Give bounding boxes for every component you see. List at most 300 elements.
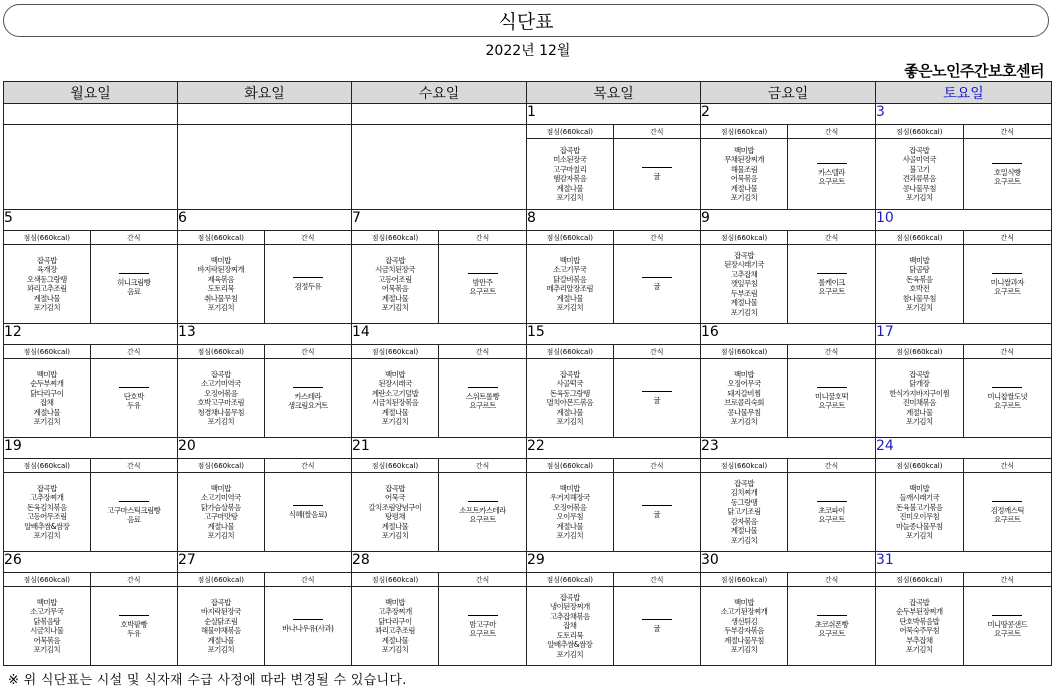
lunch-menu <box>4 359 91 437</box>
snack-item: 요구르트 <box>818 628 845 638</box>
lunch-item: 된장시래기국 <box>724 260 764 270</box>
lunch-item: 동그랑땡 <box>730 497 758 507</box>
lunch-item: 제육볶음 <box>207 274 235 284</box>
date-cell: 26 <box>4 552 178 573</box>
meal-header <box>527 231 700 245</box>
snack-menu <box>614 587 701 665</box>
snack-header: 간식 <box>1000 233 1015 242</box>
lunch-item: 고구마칠리 <box>553 164 587 174</box>
snack-item: 요구르트 <box>993 286 1021 296</box>
lunch-item: 육개장 <box>36 265 57 274</box>
meal-cell <box>527 125 701 210</box>
meal-header <box>178 459 351 473</box>
lunch-item: 포기김치 <box>905 417 933 426</box>
snack-item: 요구르트 <box>993 628 1021 638</box>
snack-divider <box>992 273 1022 274</box>
lunch-item: 고구마맛탕 <box>204 512 238 521</box>
snack-header: 간식 <box>649 347 664 356</box>
date-cell <box>178 104 352 125</box>
lunch-item: 진미채볶음 <box>902 398 936 407</box>
meal-header <box>4 459 177 473</box>
date-cell: 31 <box>876 552 1052 573</box>
lunch-item: 순두부찌개 <box>30 379 64 388</box>
snack-item: 귤 <box>653 282 661 291</box>
lunch-item: 백미밥 <box>559 483 580 493</box>
lunch-menu <box>876 245 964 323</box>
snack-header: 간식 <box>824 575 839 584</box>
meal-cell <box>701 459 876 552</box>
snack-menu <box>964 139 1052 209</box>
lunch-item: 두부조림 <box>730 288 758 298</box>
snack-divider <box>293 387 323 388</box>
snack-item: 요구르트 <box>469 400 496 410</box>
meal-header <box>701 573 875 587</box>
meal-header <box>876 459 1051 473</box>
date-cell: 10 <box>876 210 1052 231</box>
snack-menu <box>788 359 875 437</box>
lunch-header: 점심(660kcal) <box>4 231 91 245</box>
lunch-menu <box>352 245 439 323</box>
date-cell: 13 <box>178 324 352 345</box>
weekday-header: 수요일 <box>352 82 527 104</box>
lunch-item: 탕평채 <box>385 512 405 521</box>
lunch-menu <box>4 245 91 323</box>
date-cell: 1 <box>527 104 701 125</box>
lunch-header: 점심(660kcal) <box>178 459 265 473</box>
lunch-menu <box>701 359 788 437</box>
meal-cell <box>352 459 527 552</box>
lunch-item: 잡곡밥 <box>210 369 231 379</box>
snack-header: 간식 <box>824 127 839 136</box>
lunch-item: 청경채나물무침 <box>197 407 244 417</box>
lunch-item: 한식가지바지구이찜 <box>889 388 950 398</box>
lunch-menu <box>876 587 964 665</box>
snack-item: 단호박 <box>123 391 144 401</box>
lunch-item: 잡곡밥 <box>909 597 930 607</box>
lunch-item: 계절나물 <box>556 407 584 417</box>
lunch-item: 무채된장찌개 <box>724 155 764 164</box>
meal-header <box>701 125 875 139</box>
date-cell: 6 <box>178 210 352 231</box>
lunch-item: 잡곡밥 <box>385 483 405 493</box>
snack-menu <box>614 473 701 551</box>
snack-divider <box>642 277 672 278</box>
snack-header: 간식 <box>649 127 664 136</box>
lunch-item: 포기김치 <box>33 303 61 312</box>
lunch-item: 감자볶음 <box>730 516 758 526</box>
lunch-menu <box>352 473 439 551</box>
snack-divider <box>119 273 149 274</box>
lunch-item: 고등어무조림 <box>26 512 67 521</box>
meal-cell <box>876 231 1052 324</box>
snack-divider <box>468 615 498 616</box>
content-row <box>4 345 1052 438</box>
lunch-item: 사골미역국 <box>902 155 936 164</box>
lunch-menu <box>4 473 91 551</box>
snack-divider <box>992 387 1022 388</box>
lunch-item: 시금치된장국 <box>375 265 415 274</box>
lunch-menu <box>701 587 788 665</box>
snack-item: 카스테라 <box>294 391 322 401</box>
lunch-item: 오징어무국 <box>727 379 761 388</box>
lunch-item: 닭갈비볶음 <box>553 274 587 284</box>
snack-item: 호밀식빵 <box>993 167 1021 177</box>
lunch-item: 포기김치 <box>730 307 758 317</box>
meal-cell <box>701 345 876 438</box>
meal-cell <box>701 125 876 210</box>
lunch-item: 포기김치 <box>556 193 584 202</box>
meal-header <box>701 345 875 359</box>
lunch-menu <box>352 359 439 437</box>
snack-item: 소프트카스테라 <box>459 505 506 515</box>
lunch-item: 계절나물 <box>556 183 584 193</box>
meal-header <box>876 345 1051 359</box>
lunch-item: 사골떡국 <box>556 379 584 388</box>
snack-menu <box>788 587 875 665</box>
snack-item: 호박팥빵 <box>120 619 148 629</box>
lunch-item: 계절나물 <box>381 293 409 303</box>
lunch-item: 백미밥 <box>734 597 754 607</box>
lunch-item: 닭다리구이 <box>378 616 412 626</box>
meal-cell <box>352 573 527 666</box>
meal-header <box>701 459 875 473</box>
weekday-header-row <box>4 82 1052 104</box>
lunch-item: 갈치조림양념구이 <box>368 502 422 512</box>
meal-header <box>701 231 875 245</box>
lunch-header: 점심(660kcal) <box>876 231 964 245</box>
snack-header: 간식 <box>126 575 141 584</box>
lunch-menu <box>178 473 265 551</box>
meal-cell <box>178 459 352 552</box>
snack-header: 간식 <box>649 233 664 242</box>
snack-item: 귤 <box>653 510 661 519</box>
lunch-item: 포기김치 <box>556 417 584 426</box>
snack-header: 간식 <box>126 347 141 356</box>
lunch-item: 햄감자볶음 <box>553 174 587 183</box>
snack-header: 간식 <box>300 461 315 470</box>
lunch-item: 포기김치 <box>556 531 584 540</box>
snack-item: 검정두유 <box>294 282 322 291</box>
lunch-header: 점심(660kcal) <box>527 125 614 139</box>
snack-item: 요구르트 <box>993 514 1021 524</box>
meal-header <box>527 459 700 473</box>
date-cell: 12 <box>4 324 178 345</box>
date-cell: 27 <box>178 552 352 573</box>
lunch-item: 해물조림 <box>730 164 758 174</box>
date-cell: 2 <box>701 104 876 125</box>
snack-item: 귤 <box>653 396 661 405</box>
lunch-menu <box>178 587 265 665</box>
lunch-item: 호박전 <box>909 284 930 293</box>
title-text: 식단표 <box>498 11 554 33</box>
lunch-item: 잡곡밥 <box>210 597 231 607</box>
snack-divider <box>817 273 847 274</box>
lunch-header: 점심(660kcal) <box>701 125 788 139</box>
lunch-item: 냉이된장찌개 <box>549 602 590 612</box>
lunch-item: 잡곡밥 <box>36 255 57 265</box>
snack-divider <box>119 387 149 388</box>
meal-calendar <box>3 81 1052 666</box>
lunch-menu <box>178 245 265 323</box>
lunch-item: 백미밥 <box>36 369 57 379</box>
snack-divider <box>817 501 847 502</box>
lunch-item: 견과류볶음 <box>902 174 936 183</box>
lunch-header: 점심(660kcal) <box>4 345 91 359</box>
snack-menu <box>788 473 875 551</box>
lunch-item: 잡곡밥 <box>734 478 754 488</box>
snack-menu <box>91 587 178 665</box>
date-cell: 23 <box>701 438 876 459</box>
snack-menu <box>265 245 352 323</box>
meal-header <box>527 573 700 587</box>
snack-item: 요구르트 <box>818 176 845 186</box>
lunch-header: 점심(660kcal) <box>352 345 439 359</box>
lunch-item: 잡곡밥 <box>385 255 405 265</box>
snack-divider <box>642 391 672 392</box>
lunch-item: 메추리알장조림 <box>546 284 593 293</box>
lunch-menu <box>701 139 788 209</box>
snack-menu <box>614 359 701 437</box>
snack-header: 간식 <box>300 347 315 356</box>
lunch-item: 들깨시래기국 <box>899 493 940 502</box>
lunch-item: 닭볶음탕 <box>33 616 61 626</box>
meal-header <box>876 573 1051 587</box>
lunch-item: 잡곡밥 <box>559 592 580 602</box>
lunch-header: 점심(660kcal) <box>701 573 788 587</box>
lunch-header: 점심(660kcal) <box>352 231 439 245</box>
lunch-header: 점심(660kcal) <box>527 459 614 473</box>
meal-cell <box>527 459 701 552</box>
date-cell: 15 <box>527 324 701 345</box>
lunch-header: 점심(660kcal) <box>527 573 614 587</box>
lunch-header: 점심(660kcal) <box>352 573 439 587</box>
snack-menu <box>964 359 1052 437</box>
meal-header <box>876 231 1051 245</box>
meal-header <box>527 125 700 139</box>
weekday-header: 화요일 <box>178 82 352 104</box>
lunch-menu <box>876 473 964 551</box>
lunch-item: 포기김치 <box>730 193 758 202</box>
lunch-header: 점심(660kcal) <box>4 459 91 473</box>
lunch-item: 꽈리고추조림 <box>375 626 415 635</box>
date-row <box>4 552 1052 573</box>
lunch-item: 돈육불고기볶음 <box>895 502 943 512</box>
meal-cell <box>876 459 1052 552</box>
lunch-item: 해물야채볶음 <box>200 626 241 635</box>
snack-item: 요구르트 <box>818 400 845 410</box>
date-row <box>4 324 1052 345</box>
lunch-item: 고추장찌개 <box>30 493 64 502</box>
snack-menu <box>439 245 526 323</box>
lunch-header: 점심(660kcal) <box>178 231 265 245</box>
meal-header <box>4 573 177 587</box>
lunch-item: 계절나물 <box>207 521 235 531</box>
content-row <box>4 231 1052 324</box>
date-cell: 24 <box>876 438 1052 459</box>
date-row <box>4 104 1052 125</box>
lunch-item: 백미밥 <box>385 597 405 607</box>
lunch-item: 백미밥 <box>734 369 754 379</box>
snack-header: 간식 <box>649 461 664 470</box>
lunch-item: 백미밥 <box>734 145 754 155</box>
snack-item: 요구르트 <box>993 400 1021 410</box>
meal-header <box>178 345 351 359</box>
lunch-item: 소고기미역국 <box>200 493 241 502</box>
snack-menu <box>265 473 352 551</box>
lunch-item: 백미밥 <box>909 255 930 265</box>
lunch-item: 계란소고기덮밥 <box>371 388 419 398</box>
lunch-item: 미소된장국 <box>553 155 587 164</box>
lunch-item: 시금치된장볶음 <box>371 398 419 407</box>
meal-header <box>352 345 526 359</box>
lunch-item: 순두부된장찌개 <box>895 607 943 616</box>
lunch-item: 바지락된장찌개 <box>197 265 244 274</box>
lunch-item: 포기김치 <box>207 303 235 312</box>
lunch-menu <box>178 359 265 437</box>
lunch-item: 돈육동그랑땡 <box>549 388 590 398</box>
snack-header: 간식 <box>1000 461 1015 470</box>
lunch-item: 된장시래국 <box>378 379 412 388</box>
snack-header: 간식 <box>475 233 490 242</box>
weekday-header: 금요일 <box>701 82 876 104</box>
lunch-item: 포기김치 <box>381 531 409 540</box>
snack-item: 밤만주 <box>472 277 493 287</box>
snack-item: 두유 <box>127 400 141 410</box>
date-cell: 22 <box>527 438 701 459</box>
lunch-item: 계절나물 <box>381 407 409 417</box>
lunch-item: 포기김치 <box>381 303 409 312</box>
lunch-item: 계절나물 <box>556 293 584 303</box>
lunch-header: 점심(660kcal) <box>876 345 964 359</box>
meal-cell <box>876 345 1052 438</box>
snack-item: 롤케이크 <box>818 277 845 287</box>
snack-menu <box>439 587 526 665</box>
lunch-item: 닭다리구이 <box>30 388 64 398</box>
lunch-header: 점심(660kcal) <box>178 345 265 359</box>
snack-divider <box>642 167 672 168</box>
lunch-item: 백미밥 <box>909 483 930 493</box>
snack-item: 귤 <box>653 172 661 181</box>
lunch-item: 생선튀김 <box>730 616 758 626</box>
snack-menu <box>91 359 178 437</box>
meal-cell <box>527 231 701 324</box>
snack-item: 요구르트 <box>469 514 496 524</box>
lunch-header: 점심(660kcal) <box>527 345 614 359</box>
lunch-item: 계절나물 <box>381 635 409 645</box>
snack-divider <box>992 501 1022 502</box>
snack-item: 스위트롤빵 <box>465 391 500 401</box>
lunch-item: 어묵볶음 <box>381 284 409 293</box>
lunch-header: 점심(660kcal) <box>701 231 788 245</box>
lunch-item: 포기김치 <box>730 535 758 545</box>
snack-header: 간식 <box>1000 347 1015 356</box>
lunch-item: 돼지갈비찜 <box>727 388 761 398</box>
lunch-header: 점심(660kcal) <box>352 459 439 473</box>
lunch-item: 포기김치 <box>905 645 933 654</box>
lunch-item: 백미밥 <box>36 597 57 607</box>
snack-item: 생크림요거트 <box>287 400 328 410</box>
lunch-item: 계절나물 <box>33 407 61 417</box>
snack-menu <box>439 473 526 551</box>
snack-divider <box>468 273 498 274</box>
lunch-item: 포기김치 <box>207 645 235 654</box>
lunch-item: 포기김치 <box>207 417 235 426</box>
lunch-header: 점심(660kcal) <box>527 231 614 245</box>
date-cell: 9 <box>701 210 876 231</box>
snack-divider <box>293 619 323 620</box>
lunch-item: 돈육볶음 <box>905 274 933 284</box>
lunch-item: 잡곡밥 <box>559 145 580 155</box>
snack-item: 미니찹쌀도넛 <box>987 391 1028 401</box>
lunch-item: 오징어볶음 <box>204 388 238 398</box>
lunch-header: 점심(660kcal) <box>876 573 964 587</box>
lunch-menu <box>352 587 439 665</box>
meal-cell <box>352 125 527 210</box>
lunch-item: 호박고구마조림 <box>197 398 244 407</box>
lunch-item: 두부감자볶음 <box>724 626 764 635</box>
snack-divider <box>642 505 672 506</box>
lunch-item: 잡곡밥 <box>559 369 580 379</box>
lunch-menu <box>527 245 614 323</box>
lunch-menu <box>527 473 614 551</box>
content-row <box>4 125 1052 210</box>
date-cell <box>352 104 527 125</box>
lunch-item: 계절나물 <box>730 526 758 536</box>
snack-menu <box>788 139 875 209</box>
snack-item: 요구르트 <box>469 286 496 296</box>
lunch-header: 점심(660kcal) <box>701 459 788 473</box>
lunch-item: 오색동그랑땡 <box>26 274 67 284</box>
meal-header <box>527 345 700 359</box>
lunch-header: 점심(660kcal) <box>701 345 788 359</box>
lunch-item: 잡채 <box>40 398 54 407</box>
meal-header <box>352 459 526 473</box>
snack-header: 간식 <box>824 461 839 470</box>
lunch-item: 계절나물 <box>33 293 61 303</box>
lunch-item: 브로콜리숙회 <box>724 398 764 407</box>
lunch-item: 포기김치 <box>381 417 409 426</box>
lunch-item: 계절나물 <box>556 521 584 531</box>
lunch-item: 소고기미역국 <box>200 379 241 388</box>
meal-cell <box>701 573 876 666</box>
lunch-item: 포기김치 <box>33 417 61 426</box>
meal-header <box>4 231 177 245</box>
lunch-item: 포기김치 <box>381 645 409 654</box>
snack-item: 미니쌀과자 <box>990 277 1024 287</box>
lunch-item: 백미밥 <box>385 369 405 379</box>
meal-cell <box>352 345 527 438</box>
date-cell: 7 <box>352 210 527 231</box>
date-cell: 8 <box>527 210 701 231</box>
lunch-item: 계절나물무침 <box>724 635 764 645</box>
lunch-item: 어묵국 <box>385 493 405 502</box>
meal-header <box>4 345 177 359</box>
meal-header <box>178 231 351 245</box>
snack-divider <box>468 387 498 388</box>
lunch-item: 닭가슴살볶음 <box>200 502 241 512</box>
meal-cell <box>701 231 876 324</box>
content-row <box>4 459 1052 552</box>
lunch-item: 고추장찌개 <box>378 607 412 616</box>
date-cell: 16 <box>701 324 876 345</box>
snack-divider <box>119 615 149 616</box>
meal-cell <box>876 573 1052 666</box>
snack-item: 음료 <box>127 286 141 296</box>
lunch-header: 점심(660kcal) <box>876 459 964 473</box>
snack-item: 음료 <box>127 514 141 524</box>
snack-divider <box>642 619 672 620</box>
snack-divider <box>468 501 498 502</box>
